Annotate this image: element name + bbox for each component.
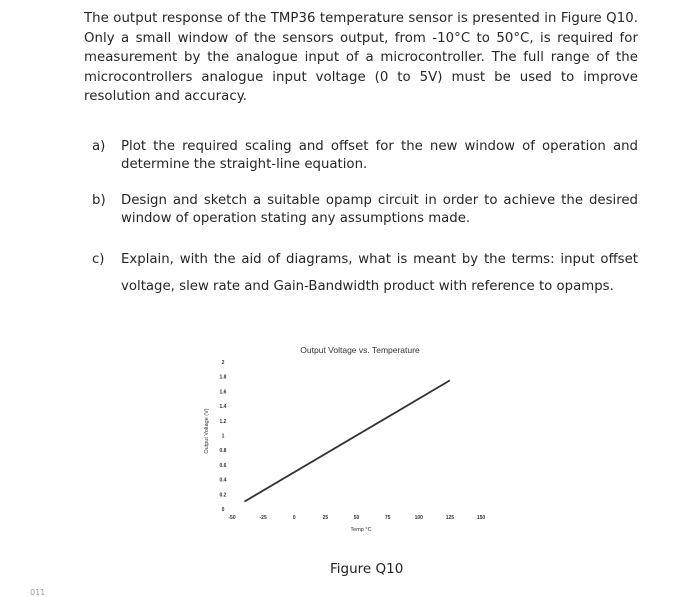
y-tick-label: 0.6 (219, 462, 227, 469)
question-text: Plot the required scaling and offset for the new window of operation and determine the straight-line equation. (121, 139, 638, 172)
series-line (244, 380, 450, 501)
x-tick-label: 0 (292, 515, 296, 521)
y-tick-label: 1.4 (219, 404, 227, 411)
y-tick-label: 0.8 (219, 448, 227, 455)
y-tick-label: 1.8 (219, 374, 227, 381)
x-tick-label: 25 (322, 515, 329, 521)
question-text: Design and sketch a suitable opamp circuit in order to achieve the desired window of operation stating any assumptions made. (121, 193, 638, 226)
question-label: b) (92, 193, 106, 208)
y-tick-label: 1 (221, 433, 225, 440)
x-tick-label: 50 (353, 515, 360, 521)
question-label: a) (92, 139, 106, 154)
chart-y-axis-label: Output Voltage (V) (204, 408, 210, 454)
figure-caption: Figure Q10 (330, 561, 404, 577)
y-tick-label: 2 (221, 360, 225, 366)
page-corner-mark: 011 (30, 588, 46, 597)
x-tick-label: -25 (259, 515, 267, 521)
y-tick-label: 1.6 (219, 389, 227, 396)
chart-title: Output Voltage vs. Temperature (300, 345, 420, 355)
x-tick-label: 150 (476, 515, 486, 521)
problem-intro: The output response of the TMP36 temperature sensor is presented in Figure Q10. Only a small window of the sensors output, from -10°C to 50°C, is required for measurement by the analogue input of a microcontroller. The full range of the microcontrollers analogue input voltage (0 to 5V) must be used to improve resolution and accuracy. (84, 11, 638, 105)
y-tick-label: 0.4 (219, 477, 227, 484)
x-tick-label: 100 (414, 515, 423, 521)
chart-x-axis-label: Temp °C (350, 527, 372, 533)
question-label: c) (92, 252, 105, 267)
y-tick-label: 0.2 (219, 492, 227, 499)
x-tick-label: 125 (445, 515, 455, 521)
x-tick-label: 75 (384, 515, 391, 521)
y-tick-label: 0 (221, 507, 225, 513)
question-text: Explain, with the aid of diagrams, what is meant by the terms: input offset voltage, slew rate and Gain-Bandwidth product with reference to opamps. (121, 252, 638, 294)
y-tick-label: 1.2 (219, 418, 227, 425)
x-tick-label: -50 (228, 515, 236, 521)
